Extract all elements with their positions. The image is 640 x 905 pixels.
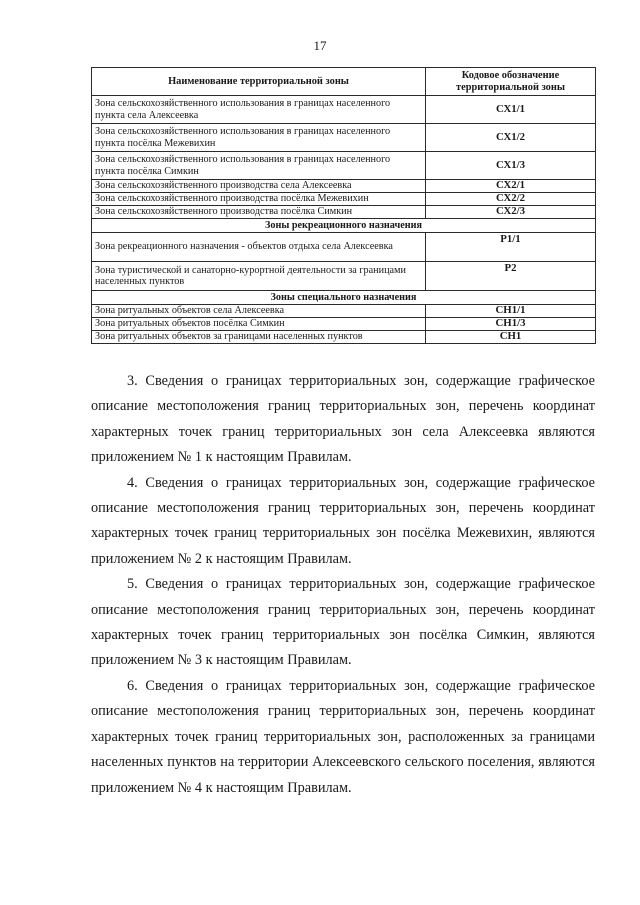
header-zone-name: Наименование территориальной зоны [92, 68, 426, 96]
paragraph-6: 6. Сведения о границах территориальных зон, содержащие графическое описание местоположения границ территориальных зон, перечень координат характерных точек границ территориальных зон, расположенных за границами населенных пунктов на территории Алексеевского сельского поселения, являются приложением № 4 к настоящим Правилам. [91, 677, 595, 796]
zone-code: СХ2/2 [426, 193, 596, 206]
table-row [92, 152, 596, 180]
table-header-row [92, 68, 596, 96]
table-row [92, 233, 596, 262]
table-row [92, 96, 596, 124]
zone-code: СН1/1 [426, 305, 596, 318]
zones-table [91, 67, 596, 344]
table-row [92, 331, 596, 344]
zone-name: Зона сельскохозяйственного использования в границах населенного пункта села Алексеевка [92, 96, 426, 124]
table-row [92, 262, 596, 291]
body-text [91, 369, 595, 801]
paragraph-4: 4. Сведения о границах территориальных зон, содержащие графическое описание местоположения границ территориальных зон, перечень координат характерных точек границ территориальных зон посёлка Межевихин, являются приложением № 2 к настоящим Правилам. [91, 474, 595, 567]
zone-name: Зона сельскохозяйственного использования в границах населенного пункта посёлка Межевихин [92, 124, 426, 152]
zone-code: СХ1/3 [426, 152, 596, 180]
zone-code: СХ2/1 [426, 180, 596, 193]
table-row [92, 124, 596, 152]
zone-name: Зона ритуальных объектов за границами населенных пунктов [92, 331, 426, 344]
zone-code: СХ2/3 [426, 206, 596, 219]
table-row [92, 193, 596, 206]
paragraph-3: 3. Сведения о границах территориальных зон, содержащие графическое описание местоположения границ территориальных зон, перечень координат характерных точек границ территориальных зон села Алексеевка являются приложением № 1 к настоящим Правилам. [91, 373, 595, 466]
table-row [92, 180, 596, 193]
zone-name: Зона сельскохозяйственного производства посёлка Симкин [92, 206, 426, 219]
header-zone-code: Кодовое обозначение территориальной зоны [426, 68, 596, 96]
paragraph-5: 5. Сведения о границах территориальных зон, содержащие графическое описание местоположения границ территориальных зон, перечень координат характерных точек границ территориальных зон посёлка Симкин, являются приложением № 3 к настоящим Правилам. [91, 576, 595, 669]
page-number: 17 [313, 38, 327, 53]
table-row [92, 206, 596, 219]
zone-code: СН1/3 [426, 318, 596, 331]
zone-name: Зона сельскохозяйственного использования в границах населенного пункта посёлка Симкин [92, 152, 426, 180]
table-section-row [92, 291, 596, 305]
zone-code: Р1/1 [426, 233, 596, 262]
zone-code: Р2 [426, 262, 596, 291]
zone-name: Зона сельскохозяйственного производства села Алексеевка [92, 180, 426, 193]
zone-name: Зона ритуальных объектов посёлка Симкин [92, 318, 426, 331]
table-section-row [92, 219, 596, 233]
zone-name: Зона туристической и санаторно-курортной деятельности за границами населенных пунктов [92, 262, 426, 291]
section-title-recreation: Зоны рекреационного назначения [92, 219, 596, 233]
table-row [92, 318, 596, 331]
table-row [92, 305, 596, 318]
zone-name: Зона рекреационного назначения - объектов отдыха села Алексеевка [92, 233, 426, 262]
zone-name: Зона сельскохозяйственного производства посёлка Межевихин [92, 193, 426, 206]
zone-code: СХ1/1 [426, 96, 596, 124]
section-title-special: Зоны специального назначения [92, 291, 596, 305]
zone-code: СН1 [426, 331, 596, 344]
zone-code: СХ1/2 [426, 124, 596, 152]
zone-name: Зона ритуальных объектов села Алексеевка [92, 305, 426, 318]
